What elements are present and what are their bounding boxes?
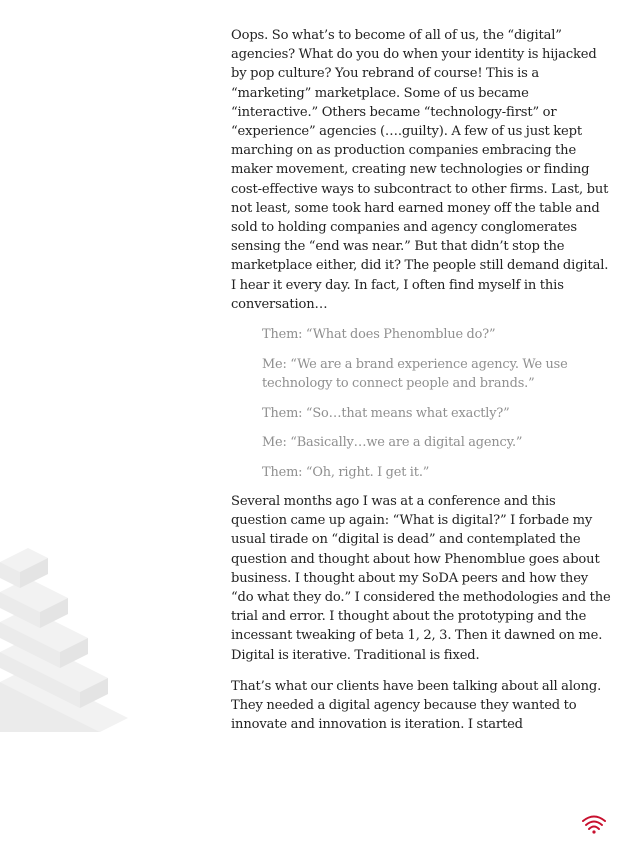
stepped-pyramid-icon: [0, 548, 135, 733]
wifi-logo-icon: [581, 812, 607, 834]
dialogue-line: Me: “We are a brand experience agency. We use technology to connect people and brands.”: [262, 356, 568, 392]
paragraph-2: Several months ago I was at a conference and this question came up again: “What is digital?” I forbade my usual tirade on “digital is dead” and contemplated the question and thought about how Phenomblue goes about business. I thought about my SoDA peers and how they “do what they do.” I considered the methodologies and the trial and error. I thought about the prototyping and the incessant tweaking of beta 1, 2, 3. Then it dawned on me. Digital is iterative. Traditional is fixed.: [231, 494, 611, 663]
dialogue-line: Them: “Oh, right. I get it.”: [262, 464, 430, 480]
article-body: [231, 26, 611, 734]
dialogue-line: Me: “Basically…we are a digital agency.”: [262, 435, 523, 451]
paragraph-3: That’s what our clients have been talking about all along. They needed a digital agency because they wanted to innovate and innovation is iteration. I started: [231, 678, 602, 733]
paragraph-1: Oops. So what’s to become of all of us, the “digital” agencies? What do you do when your identity is hijacked by pop culture? You rebrand of course! This is a “marketing” marketplace. Some of us became “interactive.” Others became “technology-first” or “experience” agencies (….guilty). A few of us just kept marching on as production companies embracing the maker movement, creating new technologies or finding cost-effective ways to subcontract to other firms. Last, but not least, some took hard earned money off the table and sold to holding companies and agency conglomerates sensing the “end was near.” But that didn’t stop the marketplace either, did it? The people still demand digital. I hear it every day. In fact, I often find myself in this conversation…: [231, 28, 609, 312]
dialogue-block: [262, 325, 611, 482]
dialogue-line: Them: “So…that means what exactly?”: [262, 405, 510, 421]
dialogue-line: Them: “What does Phenomblue do?”: [262, 327, 496, 343]
